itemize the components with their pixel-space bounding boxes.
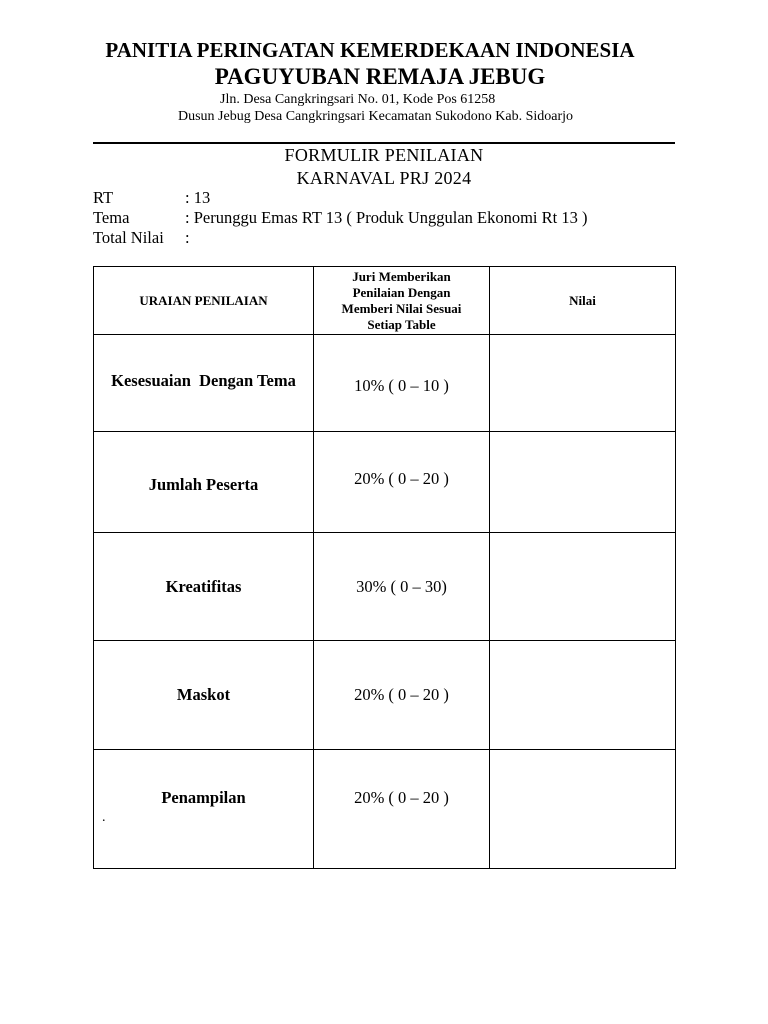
criterion-label: Penampilan bbox=[161, 788, 246, 807]
weight-cell bbox=[314, 750, 490, 869]
criterion-cell: Kesesuaian Dengan Tema bbox=[94, 335, 314, 432]
tema-value: : Perunggu Emas RT 13 ( Produk Unggulan Ekonomi Rt 13 ) bbox=[185, 208, 588, 227]
organizer-title: PANITIA PERINGATAN KEMERDEKAAN INDONESIA bbox=[105, 38, 635, 62]
nilai-cell[interactable] bbox=[490, 432, 676, 533]
weight-cell: 20% ( 0 – 20 ) bbox=[314, 432, 490, 533]
tema-label: Tema bbox=[93, 208, 130, 227]
table-row bbox=[94, 750, 676, 869]
address-line-2: Dusun Jebug Desa Cangkringsari Kecamatan Sukodono Kab. Sidoarjo bbox=[178, 109, 574, 124]
criterion-cell bbox=[94, 750, 314, 869]
form-subtitle: KARNAVAL PRJ 2024 bbox=[296, 168, 472, 188]
info-row-total bbox=[93, 228, 190, 248]
stray-mark: . bbox=[102, 810, 106, 825]
info-row-rt bbox=[93, 188, 210, 208]
header-nilai: Nilai bbox=[490, 267, 676, 335]
header-uraian: URAIAN PENILAIAN bbox=[94, 267, 314, 335]
criterion-cell: Jumlah Peserta bbox=[94, 432, 314, 533]
total-value: : bbox=[185, 228, 190, 247]
rt-label: RT bbox=[93, 188, 114, 207]
header-divider bbox=[93, 142, 675, 144]
nilai-cell[interactable] bbox=[490, 641, 676, 750]
info-row-tema bbox=[93, 208, 587, 228]
criterion-cell: Maskot bbox=[94, 641, 314, 750]
table-row bbox=[94, 641, 676, 750]
header-juri: Juri Memberikan Penilaian Dengan Memberi Nilai Sesuai Setiap Table bbox=[314, 267, 490, 335]
nilai-cell[interactable] bbox=[490, 335, 676, 432]
table-row bbox=[94, 533, 676, 641]
criterion-cell: Kreatifitas bbox=[94, 533, 314, 641]
weight-label: 20% ( 0 – 20 ) bbox=[354, 788, 449, 807]
nilai-cell[interactable] bbox=[490, 533, 676, 641]
table-row bbox=[94, 432, 676, 533]
address-line-1: Jln. Desa Cangkringsari No. 01, Kode Pos 61258 bbox=[220, 92, 496, 107]
form-title: FORMULIR PENILAIAN bbox=[284, 145, 484, 165]
table-row bbox=[94, 335, 676, 432]
total-label: Total Nilai bbox=[93, 228, 164, 247]
assessment-table bbox=[93, 266, 676, 869]
weight-cell: 10% ( 0 – 10 ) bbox=[314, 335, 490, 432]
weight-cell-wrap bbox=[314, 750, 489, 868]
table-header-row bbox=[94, 267, 676, 335]
weight-cell: 30% ( 0 – 30) bbox=[314, 533, 490, 641]
criterion-cell-wrap bbox=[94, 750, 313, 868]
organization-name: PAGUYUBAN REMAJA JEBUG bbox=[214, 64, 546, 89]
weight-cell: 20% ( 0 – 20 ) bbox=[314, 641, 490, 750]
rt-value: : 13 bbox=[185, 188, 211, 207]
nilai-cell[interactable] bbox=[490, 750, 676, 869]
